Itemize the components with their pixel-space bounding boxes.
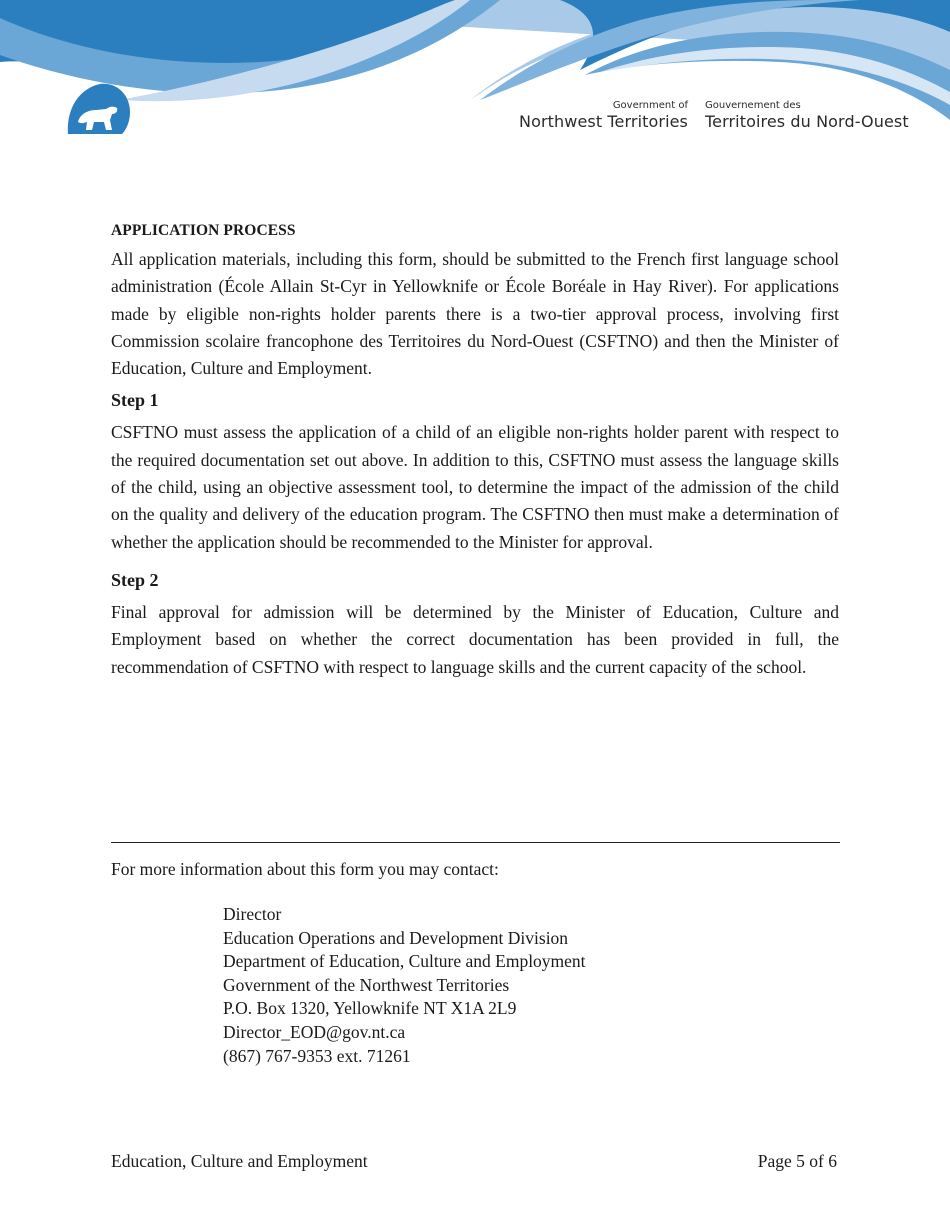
contact-po-box: P.O. Box 1320, Yellowknife NT X1A 2L9: [223, 998, 517, 1019]
section-heading: APPLICATION PROCESS: [111, 222, 296, 239]
footer-department: Education, Culture and Employment: [111, 1151, 368, 1171]
contact-phone: (867) 767-9353 ext. 71261: [223, 1045, 411, 1066]
footer-page-number: Page 5 of 6: [757, 1151, 837, 1171]
polar-bear-logo-icon: [68, 84, 130, 134]
divider: [111, 842, 840, 843]
gov-fr-big: Territoires du Nord-Ouest: [705, 112, 909, 131]
contact-address: [223, 903, 586, 1068]
step-2-heading: Step 2: [111, 569, 159, 590]
contact-division: Education Operations and Development Division: [223, 927, 569, 948]
gov-en-big: Northwest Territories: [519, 112, 688, 131]
contact-department: Department of Education, Culture and Employment: [223, 951, 586, 972]
contact-intro: For more information about this form you may contact:: [111, 859, 499, 879]
intro-paragraph: All application materials, including this form, should be submitted to the French first language school administration (École Allain St-Cyr in Yellowknife or École Boréale in Hay River). For applications made by eligible non-rights holder parents there is a two-tier approval process, involving first Commission scolaire francophone des Territoires du Nord-Ouest (CSFTNO) and then the Minister of Education, Culture and Employment.: [111, 249, 839, 379]
gov-fr-small: Gouvernement des: [705, 100, 801, 111]
gov-name-french: [705, 100, 909, 132]
main-content: [111, 222, 839, 681]
contact-email[interactable]: Director_EOD@gov.nt.ca: [223, 1021, 406, 1042]
step-1-heading: Step 1: [111, 390, 159, 411]
gov-en-small: Government of: [612, 100, 688, 111]
contact-government: Government of the Northwest Territories: [223, 974, 510, 995]
step-1-paragraph: CSFTNO must assess the application of a child of an eligible non-rights holder parent with respect to the required documentation set out above. In addition to this, CSFTNO must assess the language skills of the child, using an objective assessment tool, to determine the impact of the admission of the child on the quality and delivery of the education program. The CSFTNO then must make a determination of whether the application should be recommended to the Minister for approval.: [111, 422, 839, 552]
step-2-paragraph: Final approval for admission will be determined by the Minister of Education, Culture and Employment based on whether the correct documentation has been provided in full, the recommendation of CSFTNO with respect to language skills and the current capacity of the school.: [111, 601, 839, 677]
gov-name-english: [519, 100, 688, 132]
contact-title: Director: [223, 904, 282, 924]
